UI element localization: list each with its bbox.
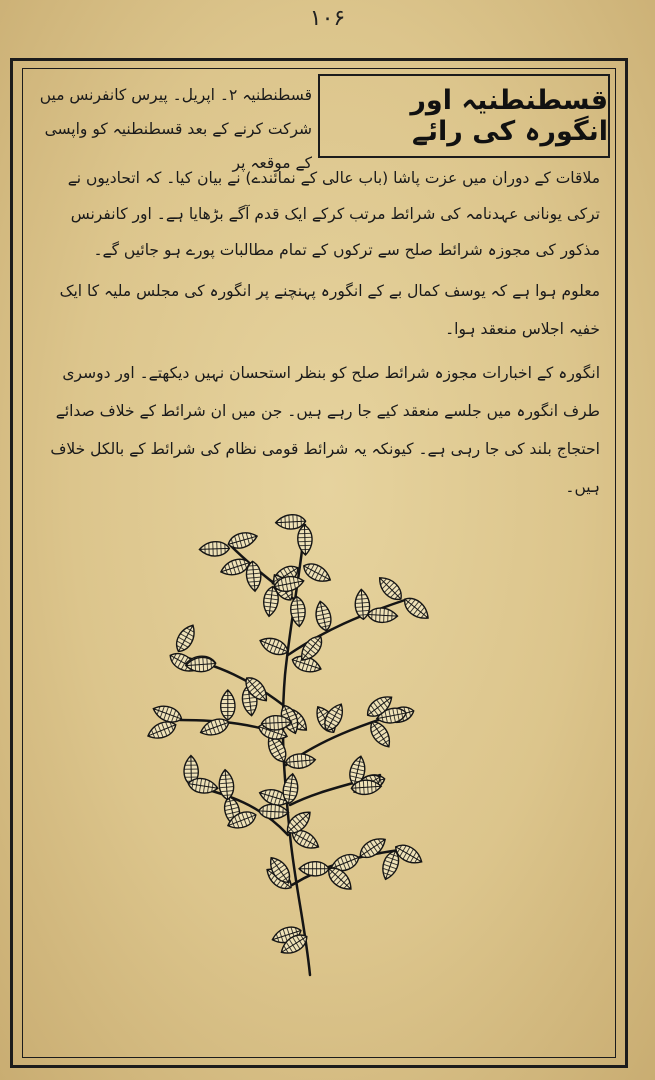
- page-number: ۱۰۶: [309, 6, 346, 31]
- leaf: [285, 753, 316, 770]
- leaf: [258, 804, 289, 820]
- leafy-branch-illustration: [120, 505, 520, 990]
- leaf: [367, 607, 398, 623]
- leaf: [257, 634, 290, 658]
- leaf: [300, 560, 333, 587]
- leaf: [218, 769, 235, 800]
- leaf: [375, 573, 406, 604]
- leaf: [313, 600, 333, 632]
- paragraph-1: ملاقات کے دوران میں عزت پاشا (باب عالی کے نمائندے) نے بیان کیا۔ کہ اتحادیوں نے ترکی یونانی عہدنامہ کی شرائط مرتب کرکے ایک قدم آگے بڑھایا ہے۔ اور کانفرنس مذکور کی مجوزہ شرائط صلح سے ترکوں کے تمام مطالبات پورے ہو جائیں گے۔: [67, 169, 600, 259]
- leaf: [221, 690, 235, 720]
- leaf: [299, 862, 329, 876]
- leaf: [172, 622, 199, 655]
- leaf: [400, 594, 432, 624]
- leaf: [199, 541, 229, 556]
- headline: قسطنطنیہ اور انگورہ کی رائے: [410, 85, 608, 147]
- article-body: [34, 160, 600, 506]
- leaf: [297, 525, 312, 555]
- dateline: قسطنطنیہ ۲۔ اپریل۔ پیرس کانفرنس میں شرکت کرنے کے بعد قسطنطنیہ کو واپسی کے موقعہ پر: [39, 86, 312, 172]
- headline-box: [318, 74, 610, 158]
- paragraph-3: انگورہ کے اخبارات مجوزہ شرائط صلح کو بنظر استحسان نہیں دیکھتے۔ اور دوسری طرف انگورہ میں جلسے منعقد کیے جا رہے ہیں۔ جن میں ان شرائط کے خلاف صدائے احتجاج بلند کی جا رہی ہے۔ کیونکہ یہ شرائط قومی نظام کی شرائط کے بالکل خلاف ہیں۔: [50, 364, 600, 496]
- branch-leaves: [145, 514, 432, 958]
- paragraph-2: معلوم ہوا ہے کہ یوسف کمال بے کے انگورہ پہنچنے پر انگورہ کی مجلس ملیہ کا ایک خفیہ اجلاس منعقد ہوا۔: [59, 282, 600, 338]
